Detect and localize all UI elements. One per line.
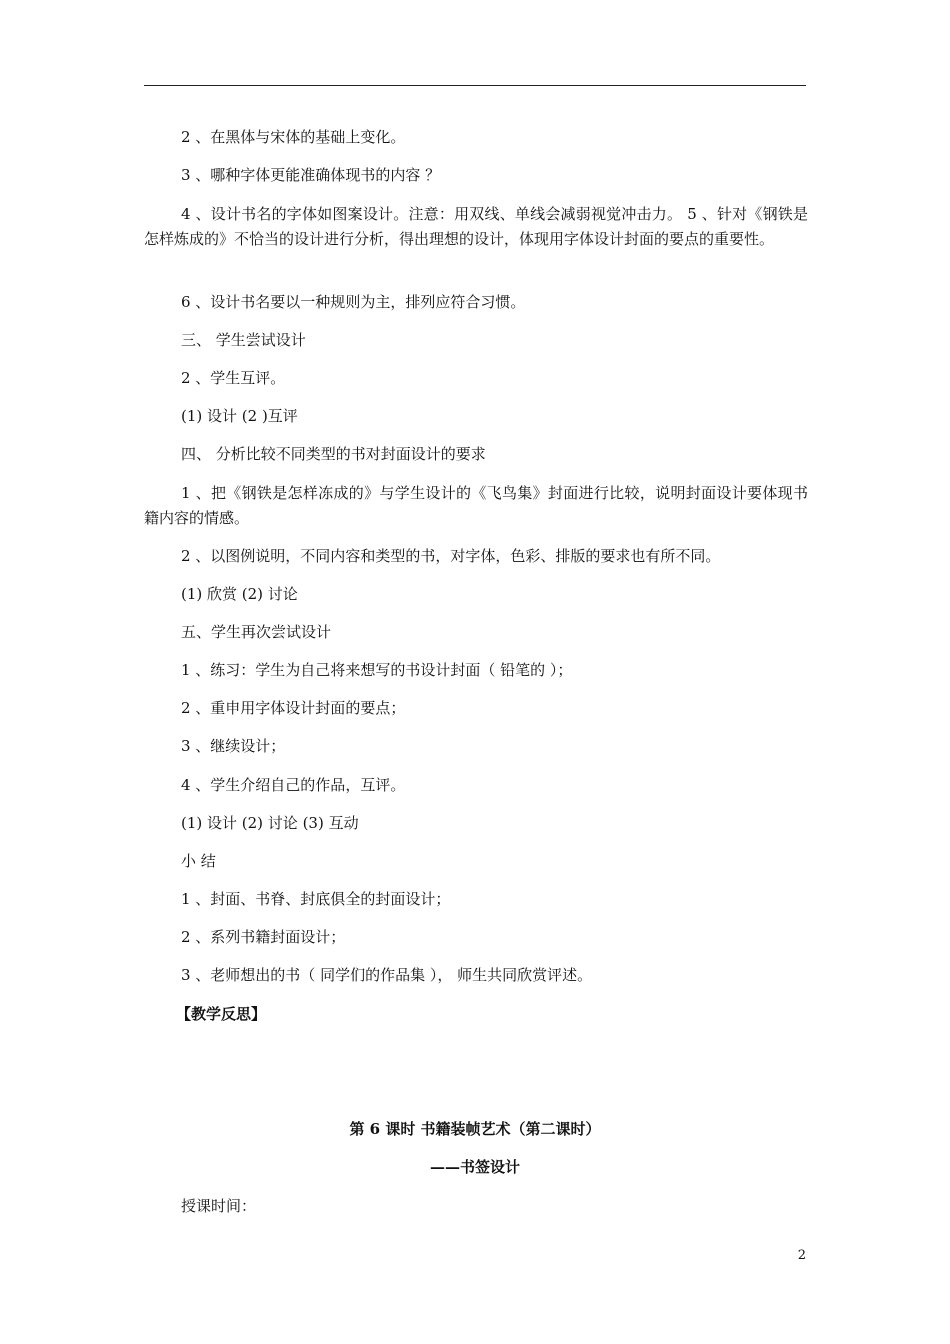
lesson-title: 第 6 课时 书籍装帧艺术（第二课时）: [349, 1120, 601, 1138]
paragraph-16: 4 、学生介绍自己的作品，互评。: [181, 776, 406, 794]
paragraph-19: 1 、封面、书脊、封底俱全的封面设计；: [181, 890, 451, 908]
paragraph-9: 1 、把《钢铁是怎样冻成的》与学生设计的《飞鸟集》封面进行比较，说明封面设计要体现书籍内容的情感。: [144, 484, 808, 527]
paragraph-4: 6 、设计书名要以一种规则为主，排列应符合习惯。: [181, 293, 526, 311]
paragraph-13: 1 、练习：学生为自己将来想写的书设计封面（ 铅笔的 ）；: [181, 661, 573, 679]
section-heading-3: 三、 学生尝试设计: [181, 331, 306, 349]
paragraph-11: (1) 欣赏 (2) 讨论: [181, 585, 298, 603]
reflection-heading: 【教学反思】: [176, 1005, 267, 1023]
paragraph-21: 3 、老师想出的书（ 同学们的作品集 ）， 师生共同欣赏评述。: [181, 966, 593, 984]
paragraph-1: 2 、在黑体与宋体的基础上变化。: [181, 128, 406, 146]
paragraph-6: 2 、学生互评。: [181, 369, 286, 387]
paragraph-15: 3 、继续设计；: [181, 737, 286, 755]
class-time-label: 授课时间：: [181, 1197, 257, 1215]
paragraph-2: 3 、哪种字体更能准确体现书的内容 ？: [181, 166, 441, 184]
paragraph-17: (1) 设计 (2) 讨论 (3) 互动: [181, 814, 359, 832]
paragraph-10: 2 、以图例说明，不同内容和类型的书，对字体，色彩、排版的要求也有所不同。: [181, 547, 721, 565]
paragraph-14: 2 、重申用字体设计封面的要点；: [181, 699, 406, 717]
paragraph-7: (1) 设计 (2 )互评: [181, 407, 298, 425]
paragraph-3: 4 、设计书名的字体如图案设计。注意：用双线、单线会减弱视觉冲击力。 5 、针对《钢铁是怎样炼成的》不恰当的设计进行分析，得出理想的设计，体现用字体设计封面的要点的重要性。: [144, 205, 808, 248]
header-rule: [144, 85, 806, 86]
paragraph-20: 2 、系列书籍封面设计；: [181, 928, 346, 946]
summary-heading: 小 结: [181, 852, 216, 870]
section-heading-5: 五、学生再次尝试设计: [181, 623, 332, 641]
section-heading-4: 四、 分析比较不同类型的书对封面设计的要求: [181, 445, 486, 463]
lesson-subtitle: ——书签设计: [429, 1158, 520, 1176]
page-number: 2: [797, 1248, 806, 1263]
